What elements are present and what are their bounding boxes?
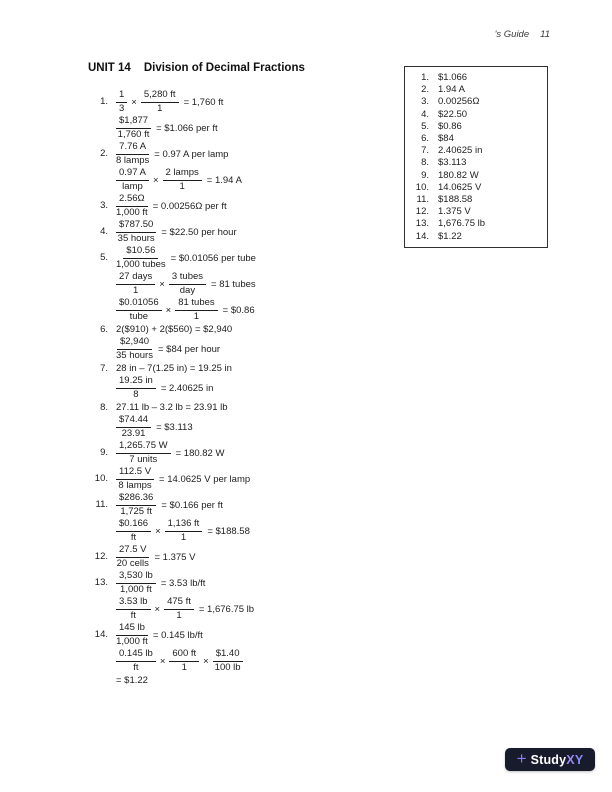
fraction-numerator: 2 lamps <box>163 168 202 181</box>
answer-number: 1. <box>421 72 429 83</box>
problem-number: 1. <box>100 96 108 107</box>
fraction-numerator: 145 lb <box>116 623 148 636</box>
fraction <box>116 272 155 296</box>
answer-value: $188.58 <box>438 194 473 206</box>
solution-line <box>116 272 400 296</box>
problem-item <box>88 142 400 194</box>
fraction-numerator: 475 ft <box>164 597 194 610</box>
fraction-denominator: 1 <box>176 610 182 621</box>
fraction-denominator: 1 <box>180 532 187 543</box>
fraction-numerator: 81 tubes <box>175 298 217 311</box>
header-guide-label: 's Guide <box>494 29 530 40</box>
fraction <box>169 272 206 296</box>
problem-item <box>88 220 400 246</box>
logo-brand-main: Study <box>530 752 567 767</box>
problem-number: 10. <box>94 473 108 484</box>
fraction-numerator: $286.36 <box>116 493 156 506</box>
problem-number: 6. <box>100 324 108 335</box>
solution-line <box>116 168 400 192</box>
solution-line <box>116 337 400 361</box>
multiply-operator: × <box>152 174 159 186</box>
fraction-denominator: day <box>179 285 196 296</box>
fraction <box>116 623 148 647</box>
answer-row <box>405 157 547 169</box>
fraction <box>116 194 148 218</box>
answer-number: 5. <box>421 120 429 132</box>
logo-text <box>531 753 584 767</box>
answer-number: 7. <box>421 145 429 157</box>
solution-line <box>116 597 400 621</box>
problem-body <box>116 363 400 402</box>
problem-number: 8. <box>100 402 108 413</box>
fraction-numerator: $74.44 <box>116 415 151 428</box>
fraction <box>116 519 151 543</box>
page-header <box>495 29 550 40</box>
fraction-denominator: 3 <box>119 103 125 114</box>
fraction-denominator: 20 cells <box>116 558 149 569</box>
solution-text: 27.11 lb – 3.2 lb = 23.91 lb <box>116 402 228 413</box>
solution-line <box>116 467 400 491</box>
fraction <box>169 649 199 673</box>
problem-number: 11. <box>95 499 108 510</box>
equals-result: = 1.94 A <box>206 174 242 186</box>
equals-result: = $0.01056 per tube <box>170 252 256 264</box>
equals-result: = 1.375 V <box>154 551 196 563</box>
problem-number: 12. <box>94 551 108 562</box>
multiply-operator: × <box>165 304 172 316</box>
answer-number: 14. <box>415 230 429 242</box>
fraction <box>164 597 194 621</box>
solution-line <box>116 493 400 517</box>
problem-body <box>116 220 400 246</box>
fraction-denominator: 35 hours <box>116 350 153 361</box>
plus-icon: + <box>516 749 527 768</box>
answer-value: $1.22 <box>438 230 462 242</box>
equals-result: = 1,760 ft <box>183 96 224 108</box>
answer-row <box>405 182 547 194</box>
fraction <box>141 90 179 114</box>
fraction <box>165 519 203 543</box>
fraction <box>116 220 156 244</box>
multiply-operator: × <box>131 96 137 108</box>
solution-line <box>116 415 400 439</box>
solution-text: = $1.22 <box>116 675 148 686</box>
fraction <box>116 298 162 322</box>
problem-number: 7. <box>100 363 108 374</box>
answer-number: 3. <box>421 96 429 108</box>
fraction <box>116 116 151 140</box>
equals-result: = 2.40625 in <box>160 382 214 394</box>
fraction-numerator: 2.56Ω <box>116 194 148 207</box>
multiply-operator: × <box>154 603 161 615</box>
fraction-numerator: $10.56 <box>123 246 158 259</box>
fraction-denominator: 1 <box>157 103 163 114</box>
fraction <box>116 90 127 114</box>
problem-body <box>116 545 400 571</box>
fraction-numerator: 7.76 A <box>116 142 149 155</box>
equals-result: = 0.00256Ω per ft <box>152 200 227 212</box>
answer-number: 2. <box>421 84 429 96</box>
fraction-numerator: 1,265.75 W <box>116 441 171 454</box>
fraction <box>116 168 149 192</box>
problem-item <box>88 324 400 363</box>
problem-item <box>88 467 400 493</box>
fraction <box>116 246 166 270</box>
fraction <box>116 337 153 361</box>
answer-value: 14.0625 V <box>438 181 482 193</box>
answer-number: 11. <box>416 194 429 206</box>
multiply-operator: × <box>155 525 161 537</box>
solution-line <box>116 116 400 140</box>
fraction-denominator: 100 lb <box>214 662 241 673</box>
fraction-numerator: $2,940 <box>117 337 152 350</box>
fraction-denominator: 35 hours <box>117 233 155 244</box>
fraction-denominator: ft <box>133 662 139 673</box>
answer-value: $84 <box>438 133 454 145</box>
problem-body <box>116 246 400 324</box>
solution-line <box>116 363 400 374</box>
problem-number: 5. <box>100 252 108 263</box>
solution-line <box>116 194 400 218</box>
solution-line <box>116 220 400 244</box>
equals-result: = 0.97 A per lamp <box>154 148 229 160</box>
answer-row <box>405 145 547 157</box>
fraction <box>116 493 156 517</box>
answer-value: $22.50 <box>438 108 468 120</box>
fraction <box>116 415 151 439</box>
solution-line <box>116 246 400 270</box>
fraction-denominator: ft <box>130 532 137 543</box>
problem-item <box>88 571 400 623</box>
answer-value: 1.94 A <box>438 84 465 96</box>
solution-line <box>116 376 400 400</box>
equals-result: = $0.166 per ft <box>161 499 223 511</box>
solution-line <box>116 298 400 322</box>
answer-row <box>405 84 547 96</box>
answer-number: 13. <box>415 218 429 230</box>
problem-body <box>116 194 400 220</box>
solution-line <box>116 519 400 543</box>
problem-item <box>88 246 400 324</box>
equals-result: = 180.82 W <box>175 447 225 459</box>
fraction <box>116 545 149 569</box>
equals-result: = $3.113 <box>156 421 193 433</box>
header-page-number: 11 <box>540 29 550 40</box>
problem-number: 13. <box>94 577 108 588</box>
equals-result: = $0.86 <box>222 304 255 316</box>
fraction-denominator: 8 <box>133 389 139 400</box>
solution-text: 28 in – 7(1.25 in) = 19.25 in <box>116 363 232 374</box>
fraction-numerator: $1.40 <box>213 649 243 662</box>
fraction-denominator: 1 <box>132 285 139 296</box>
fraction-numerator: 0.145 lb <box>116 649 156 662</box>
solution-line <box>116 649 400 673</box>
problem-number: 9. <box>100 447 108 458</box>
fraction-numerator: 3,530 lb <box>116 571 156 584</box>
multiply-operator: × <box>159 655 166 667</box>
equals-result: = 3.53 lb/ft <box>160 577 206 589</box>
equals-result: = 14.0625 V per lamp <box>159 473 251 485</box>
fraction-denominator: 1 <box>193 311 200 322</box>
answer-value: 2.40625 in <box>438 145 483 157</box>
problem-item <box>88 90 400 142</box>
solution-text: 2($910) + 2($560) = $2,940 <box>116 324 233 335</box>
fraction <box>213 649 243 673</box>
answer-row <box>405 109 547 121</box>
fraction-numerator: 27.5 V <box>116 545 149 558</box>
fraction-denominator: 1,000 tubes <box>116 259 166 270</box>
answer-row <box>405 218 547 230</box>
fraction-numerator: 3.53 lb <box>116 597 151 610</box>
fraction-denominator: 23.91 <box>121 428 146 439</box>
answer-row <box>405 206 547 218</box>
problem-item <box>88 194 400 220</box>
problems-list <box>88 90 400 688</box>
fraction-denominator: 1,000 ft <box>116 636 148 647</box>
fraction-numerator: 0.97 A <box>116 168 149 181</box>
fraction-numerator: $1,877 <box>116 116 151 129</box>
answer-number: 8. <box>421 157 429 169</box>
fraction-numerator: 3 tubes <box>169 272 206 285</box>
equals-result: = 1,676.75 lb <box>198 603 255 615</box>
solution-line <box>116 571 400 595</box>
fraction <box>116 649 156 673</box>
unit-name: Division of Decimal Fractions <box>143 62 305 74</box>
fraction-denominator: 1,000 ft <box>116 207 148 218</box>
solution-line <box>116 545 400 569</box>
fraction <box>116 597 151 621</box>
equals-result: = $188.58 <box>207 525 250 537</box>
answer-value: $0.86 <box>438 120 462 132</box>
problem-body <box>116 402 400 441</box>
problem-item <box>88 493 400 545</box>
problem-body <box>116 467 400 493</box>
answer-row <box>405 133 547 145</box>
logo-brand-accent: XY <box>566 752 584 767</box>
solution-line <box>116 90 400 114</box>
answer-number: 4. <box>421 108 429 120</box>
fraction-numerator: 27 days <box>116 272 155 285</box>
fraction-denominator: tube <box>129 311 149 322</box>
unit-number: UNIT 14 <box>88 62 131 74</box>
problem-number: 14. <box>94 629 108 640</box>
fraction <box>116 441 171 465</box>
fraction-numerator: 600 ft <box>169 649 199 662</box>
answer-number: 12. <box>415 206 429 218</box>
problem-item <box>88 363 400 402</box>
problem-number: 4. <box>100 226 108 237</box>
fraction-numerator: 5,280 ft <box>141 90 179 103</box>
fraction-denominator: 1 <box>181 662 187 673</box>
problem-body <box>116 324 400 363</box>
fraction-denominator: 8 lamps <box>118 480 152 491</box>
solution-line <box>116 675 400 686</box>
multiply-operator: × <box>159 278 165 290</box>
problem-item <box>88 545 400 571</box>
answer-row <box>405 121 547 133</box>
solution-line <box>116 623 400 647</box>
fraction <box>116 142 149 166</box>
answer-value: 1.375 V <box>438 206 471 218</box>
problem-body <box>116 441 400 467</box>
unit-title <box>88 62 305 74</box>
answer-value: 0.00256Ω <box>438 96 480 108</box>
problem-number: 3. <box>100 200 108 211</box>
problem-item <box>88 441 400 467</box>
solution-line <box>116 402 400 413</box>
answer-number: 9. <box>421 169 429 181</box>
answers-box <box>404 66 548 248</box>
equals-result: = $22.50 per hour <box>161 226 237 238</box>
fraction <box>116 467 154 491</box>
problem-body <box>116 142 400 194</box>
fraction <box>163 168 202 192</box>
equals-result: = 0.145 lb/ft <box>152 629 203 641</box>
fraction-numerator: 1,136 ft <box>165 519 203 532</box>
fraction-denominator: 7 units <box>129 454 158 465</box>
solution-line <box>116 324 400 335</box>
fraction <box>116 571 156 595</box>
answer-value: $1.066 <box>438 72 468 83</box>
solution-line <box>116 142 400 166</box>
fraction <box>116 376 156 400</box>
equals-result: = $1.066 per ft <box>156 122 218 134</box>
fraction-denominator: ft <box>130 610 136 621</box>
fraction-denominator: 1 <box>179 181 185 192</box>
fraction-denominator: 1,760 ft <box>117 129 150 140</box>
fraction <box>175 298 217 322</box>
fraction-numerator: $787.50 <box>116 220 156 233</box>
problem-body <box>116 571 400 623</box>
fraction-denominator: 8 lamps <box>116 155 150 166</box>
problem-body <box>116 493 400 545</box>
equals-result: = $84 per hour <box>157 343 221 355</box>
problem-body <box>116 623 400 688</box>
fraction-numerator: 112.5 V <box>116 467 154 480</box>
answer-row <box>405 96 547 108</box>
answer-number: 10. <box>415 181 429 193</box>
problem-item <box>88 623 400 688</box>
answer-row <box>405 231 547 243</box>
equals-result: = 81 tubes <box>211 278 256 290</box>
solution-line <box>116 441 400 465</box>
fraction-numerator: $0.166 <box>116 519 151 532</box>
answer-number: 6. <box>421 133 429 145</box>
problem-body <box>116 90 400 142</box>
studyxy-logo <box>505 748 595 771</box>
fraction-denominator: lamp <box>122 181 143 192</box>
answer-row <box>405 170 547 182</box>
answer-row <box>405 72 547 84</box>
fraction-denominator: 1,000 ft <box>120 584 152 595</box>
fraction-numerator: 19.25 in <box>116 376 156 389</box>
problem-item <box>88 402 400 441</box>
fraction-numerator: 1 <box>116 90 127 103</box>
answer-value: 180.82 W <box>438 169 479 181</box>
multiply-operator: × <box>203 655 209 667</box>
fraction-numerator: $0.01056 <box>116 298 162 311</box>
answer-value: $3.113 <box>438 157 467 169</box>
fraction-denominator: 1,725 ft <box>120 506 153 517</box>
answer-row <box>405 194 547 206</box>
problem-number: 2. <box>100 148 108 159</box>
answer-value: 1,676.75 lb <box>438 218 486 230</box>
